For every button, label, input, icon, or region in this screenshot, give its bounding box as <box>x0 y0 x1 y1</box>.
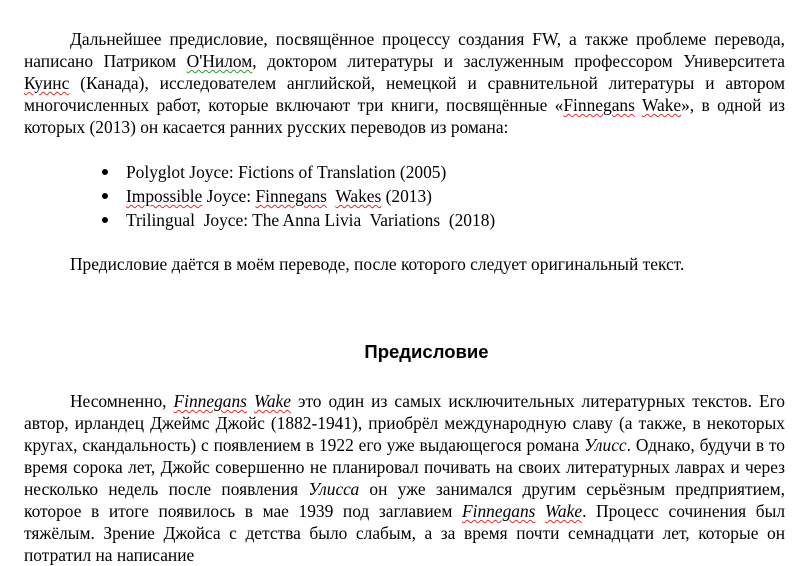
preface-paragraph <box>24 390 785 566</box>
spellcheck-word: О'Нилом <box>186 51 253 71</box>
intro-paragraph <box>24 28 785 138</box>
text-span <box>535 501 545 521</box>
spellcheck-word: Wake <box>641 95 682 115</box>
text-span: », в одной из которых (2013) он касается ранних русских переводов из романа: <box>24 95 785 137</box>
bullet-icon <box>102 169 108 175</box>
text-span: , доктором литературы и заслуженным профессором Университета <box>252 51 785 71</box>
text-span <box>635 95 642 115</box>
book-title-italic: Finnegans <box>462 501 536 521</box>
book-title-italic: Wake <box>253 391 291 411</box>
book-title: Polyglot Joyce: Fictions of Translation (2005) <box>126 162 447 182</box>
spellcheck-word: Finnegans <box>563 95 635 115</box>
text-span: он уже занимался другим серьёзным предприятием, которое в итоге появилось в мае 1939 под заглавием <box>24 479 786 521</box>
text-span: (Канада), исследователем английской, немецкой и сравнительной литературы и автором многочисленных работ, которые включают три книги, посвящённые « <box>24 73 785 115</box>
section-heading: Предисловие <box>364 341 489 362</box>
spellcheck-word: Finnegans <box>255 186 327 206</box>
book-list <box>24 160 495 232</box>
text-span: это один из самых исключительных литературных текстов. Его автор, ирландец Джеймс Джойс (1882-1941), приобрёл международную славу (а также, в некоторых кругах, скандальность) с появлением в 1922 его уже выдающегося романа <box>24 391 785 455</box>
book-title-italic: Finnegans <box>173 391 247 411</box>
text-span <box>247 391 254 411</box>
text-span: (2013) <box>381 186 432 206</box>
text-span: . Процесс сочинения был тяжёлым. Зрение Джойса с детства было слабым, а за время почти семнадцати лет, которые он потратил на написание <box>24 501 785 565</box>
book-title-italic: Улисса <box>308 479 360 499</box>
book-title-italic: Wake <box>545 501 583 521</box>
translation-note: Предисловие даётся в моём переводе, после которого следует оригинальный текст. <box>70 254 685 274</box>
text-span: . Однако, будучи в то время сорока лет, Джойс совершенно не планировал почивать на своих литературных лаврах и через несколько недель после появления <box>24 435 785 499</box>
bullet-icon <box>102 217 108 223</box>
book-title-italic: Улисс <box>584 435 627 455</box>
list-item <box>24 184 495 208</box>
spellcheck-word: Куинс <box>24 73 70 93</box>
text-span: Несомненно, <box>70 391 174 411</box>
text-span: Joyce: <box>202 186 256 206</box>
list-item <box>24 208 495 232</box>
list-item <box>24 160 495 184</box>
text-span: Дальнейшее предисловие, посвящённое процессу создания FW, а также проблеме перевода, написано Патриком <box>24 29 785 71</box>
book-title: Trilingual Joyce: The Anna Livia Variations (2018) <box>126 210 496 230</box>
bullet-icon <box>102 193 108 199</box>
spellcheck-word: Wakes <box>335 186 382 206</box>
spellcheck-word: Impossible <box>126 186 203 206</box>
